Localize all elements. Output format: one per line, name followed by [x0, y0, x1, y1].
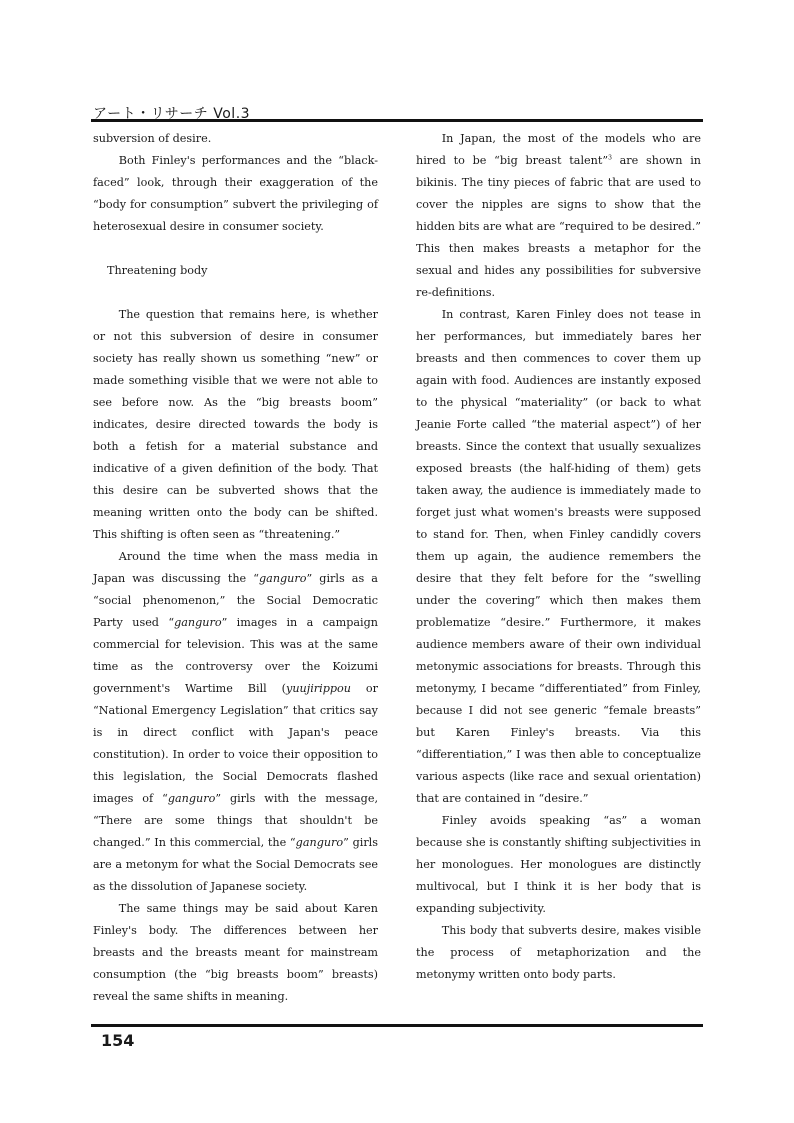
italic-term: ganguro	[167, 792, 216, 805]
text-run: ” girls are a metonym for what the Social Democrats see as the dissolution of Japanese society.	[93, 836, 378, 893]
page-number: 154	[101, 1031, 135, 1050]
italic-term: ganguro	[174, 616, 222, 629]
text-run: Around the time when the mass media in Japan was discussing the “	[93, 550, 378, 585]
right-column	[416, 128, 701, 986]
spacer	[93, 282, 378, 304]
italic-term: ganguro	[258, 572, 307, 585]
text-run: In Japan, the most of the models who are hired to be “big breast talent”	[416, 132, 701, 167]
paragraph: Both Finley's performances and the “black-faced” look, through their exaggeration of the “body for consumption” subvert the privileging of heterosexual desire in consumer society.	[93, 154, 378, 233]
text-run: ” images in a campaign commercial for television. This was at the same time as the controversy over the Koizumi government's Wartime Bill (	[93, 616, 378, 695]
paragraph: In contrast, Karen Finley does not tease in her performances, but immediately bares her breasts and then commences to cover them up again with food. Audiences are instantly exposed to the physical “materiality” (or back to what Jeanie Forte called “the material aspect”) of her breasts. Since the context that usually sexualizes exposed breasts (the half-hiding of them) gets taken away, the audience is immediately made to forget just what women's breasts were supposed to stand for. Then, when Finley candidly covers them up again, the audience remembers the desire that they felt before for the “swelling under the covering” which then makes them problematize “desire.” Furthermore, it makes audience members aware of their own individual metonymic associations for breasts. Through this metonymy, I became “differentiated” from Finley, because I did not see generic “female breasts” but Karen Finley's breasts. Via this “differentiation,” I was then able to conceptualize various aspects (like race and sexual orientation) that are contained in “desire.”	[416, 308, 701, 805]
italic-term: ganguro	[295, 836, 344, 849]
spacer	[93, 238, 378, 260]
text-run: ” girls with the message, “There are some things that shouldn't be changed.” In this commercial, the “	[93, 792, 378, 849]
section-heading: Threatening body	[107, 264, 208, 277]
text-run: ” girls as a “social phenomenon,” the Social Democratic Party used “	[93, 572, 378, 629]
journal-title: アート・リサーチ Vol.3	[93, 106, 251, 122]
paragraph: The question that remains here, is whether or not this subversion of desire in consumer society has really shown us something “new” or made something visible that we were not able to see before now. As the “big breasts boom” indicates, desire directed towards the body is both a fetish for a material substance and indicative of a given definition of the body. That this desire can be subverted shows that the meaning written onto the body can be shifted. This shifting is often seen as “threatening.”	[93, 308, 378, 541]
footer-rule	[91, 1024, 703, 1027]
italic-term: yuujirippou	[286, 682, 351, 695]
paragraph	[93, 546, 378, 898]
paragraph: subversion of desire.	[93, 132, 212, 145]
text-run: are shown in bikinis. The tiny pieces of fabric that are used to cover the nipples are signs to show that the hidden bits are what are “required to be desired.” This then makes breasts a metaphor for the sexual and hides any possibilities for subversive re-definitions.	[416, 154, 701, 299]
paragraph: This body that subverts desire, makes visible the process of metaphorization and the metonymy written onto body parts.	[416, 924, 701, 981]
paragraph	[416, 128, 701, 304]
footnote-marker[interactable]: 3	[608, 154, 612, 162]
paragraph: The same things may be said about Karen Finley's body. The differences between her breasts and the breasts meant for mainstream consumption (the “big breasts boom” breasts) reveal the same shifts in meaning.	[93, 902, 378, 1003]
text-run: or “National Emergency Legislation” that critics say is in direct conflict with Japan's peace constitution). In order to voice their opposition to this legislation, the Social Democrats flashed images of “	[93, 682, 378, 805]
header-rule	[91, 119, 703, 122]
paragraph: Finley avoids speaking “as” a woman because she is constantly shifting subjectivities in her monologues. Her monologues are distinctly multivocal, but I think it is her body that is expanding subjectivity.	[416, 814, 701, 915]
left-column	[93, 128, 378, 1008]
